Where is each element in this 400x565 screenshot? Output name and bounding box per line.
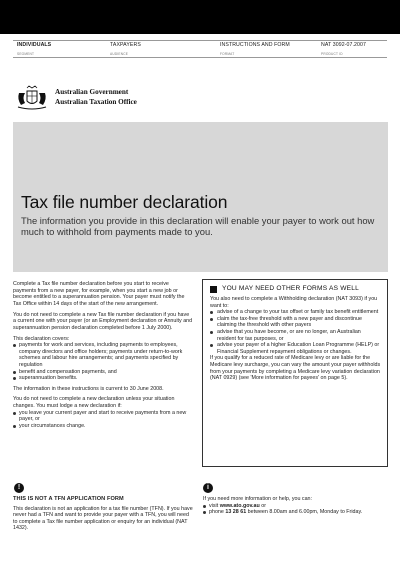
changes-list (13, 410, 193, 430)
info-icon: i (203, 483, 213, 493)
product-id-value: NAT 3092-07.2007 (321, 42, 366, 48)
page-title: Tax file number declaration (21, 192, 228, 212)
box-outro: If you qualify for a reduced rate of Medicare levy or are liable for the Medicare levy surcharge, you can vary the amount your payer withholds from your payments by completing a Medicare levy variation declaration (NAT 0929) (see 'More information for payees' on page 5). (210, 355, 381, 382)
list-item: advise that you have become, or are no longer, an Australian resident for tax purposes, or (210, 329, 381, 342)
current-declaration-paragraph: You do not need to complete a new Tax file number declaration if you have a current one with your payer (or an Employment declaration or Annuity and superannuation pension declaration completed before 1 July 2000). (13, 311, 193, 331)
tfn-notice (13, 496, 193, 532)
box-intro: You also need to complete a Withholding declaration (NAT 3093) if you want to: (210, 296, 378, 309)
government-name: Australian Government (55, 88, 129, 96)
audience-label: AUDIENCE (110, 52, 129, 56)
product-id-label: PRODUCT ID (321, 52, 343, 56)
phone-number: 13 28 61 (225, 509, 247, 516)
list-item: visit www.ato.gov.au or (203, 503, 389, 510)
intro-column (13, 281, 193, 433)
page-subtitle: The information you provide in this declaration will enable your payer to work out how much to withhold from payments made to you. (21, 215, 375, 237)
currency-paragraph: The information in these instructions is current to 30 June 2008. (13, 385, 164, 392)
title-panel (13, 122, 388, 272)
square-bullet-icon (210, 286, 217, 293)
tfn-notice-heading: THIS IS NOT A TFN APPLICATION FORM (13, 496, 124, 502)
format-value: INSTRUCTIONS AND FORM (220, 42, 290, 48)
list-item: superannuation benefits. (13, 375, 193, 382)
segment-label: SEGMENT (17, 52, 35, 56)
box-heading: YOU MAY NEED OTHER FORMS AS WELL (222, 285, 359, 293)
list-item: advise your payer of a higher Education Loan Programme (HELP) or Financial Supplement repayment obligations or changes. (210, 342, 381, 355)
top-banner (0, 0, 400, 34)
coat-of-arms-icon (15, 85, 49, 113)
list-item: benefit and compensation payments, and (13, 369, 193, 376)
website-link[interactable]: www.ato.gov.au (219, 502, 260, 509)
list-item: phone 13 28 61 between 8.00am and 6.00pm, Monday to Friday. (203, 509, 389, 516)
list-item: you leave your current payer and start to receive payments from a new payer, or (13, 410, 193, 423)
more-info-intro: If you need more information or help, you can: (203, 496, 313, 502)
form-metadata-bar (13, 40, 387, 58)
list-item: advise of a change to your tax offset or family tax benefit entitlement (210, 309, 381, 316)
government-logo (15, 85, 165, 113)
list-item: claim the tax-free threshold with a new payer and discontinue claiming the threshold with other payers (210, 316, 381, 329)
intro-paragraph: Complete a Tax file number declaration before you start to receive payments from a new payer, for example, when you start a new job or become entitled to a superannuation pension. Your payer must notify the Tax Office within 14 days of the start of the new arrangement. (13, 281, 185, 307)
exclamation-icon: ! (14, 483, 24, 493)
contact-list (203, 503, 389, 516)
list-item: your circumstances change. (13, 423, 193, 430)
list-item: payments for work and services, including payments to employees, company directors and office holders; payments under return-to-work schemes and labour hire arrangements; and payments specified by regulation (13, 342, 193, 368)
segment-value: INDIVIDUALS (17, 42, 52, 48)
more-info-section (203, 496, 389, 516)
tfn-notice-text: This declaration is not an application for a tax file number (TFN). If you have never had a TFN and want to provide your payer with a TFN, you will need to complete a Tax file number application or enquiry for an individual (NAT 1432). (13, 505, 193, 532)
covers-heading: This declaration covers: (13, 335, 70, 342)
covers-list (13, 342, 193, 382)
format-label: FORMAT (220, 52, 235, 56)
agency-name: Australian Taxation Office (55, 98, 137, 106)
other-forms-list (210, 309, 381, 355)
new-declaration-paragraph: You do not need to complete a new declaration unless your situation changes. You must lodge a new declaration if: (13, 396, 175, 410)
audience-value: TAXPAYERS (110, 42, 141, 48)
other-forms-box (202, 279, 388, 467)
